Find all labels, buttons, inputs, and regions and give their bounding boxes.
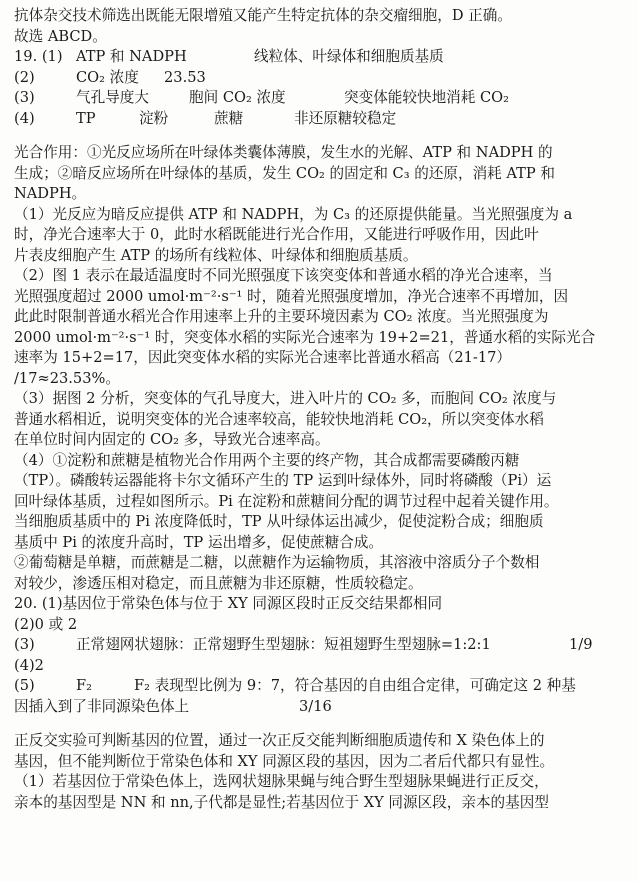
text-line: 基质中 Pi 的浓度升高时，TP 运出增多，促使蔗糖合成。: [14, 533, 384, 551]
text-line: /17≈23.53%。: [14, 369, 120, 387]
text-line: 生成；②暗反应场所在叶绿体的基质，发生 CO₂ 的固定和 C₃ 的还原，消耗 ATP 和: [14, 164, 555, 182]
answer-row: [14, 676, 623, 697]
text-line: 普通水稻相近，说明突变体的光合速率较高，能较快地消耗 CO₂，所以突变体水稻: [14, 410, 544, 428]
answer-cell: CO₂ 浓度: [76, 68, 139, 86]
answer-row: [14, 109, 623, 130]
answer-cell: 线粒体、叶绿体和细胞质基质: [254, 48, 444, 65]
text-line: 回叶绿体基质，过程如图所示。Pi 在淀粉和蔗糖间分配的调节过程中起着关键作用。: [14, 492, 559, 510]
text-line: 此此时限制普通水稻光合作用速率上升的主要环境因素为 CO₂ 浓度。当光照强度为: [14, 308, 549, 325]
answer-cell: 19. (1): [14, 48, 63, 65]
text-line: 光照强度超过 2000 umol·m⁻²·s⁻¹ 时，随着光照强度增加，净光合速率不再增加，因: [14, 287, 569, 305]
answer-cell: (3): [14, 636, 35, 653]
answer-row: [14, 88, 623, 109]
answer-cell: 气孔导度大: [76, 89, 149, 106]
answer-row: [14, 47, 623, 68]
answer-cell: 23.53: [164, 68, 206, 86]
text-line: （4）①淀粉和蔗糖是植物光合作用两个主要的终产物，其合成都需要磷酸丙糖: [14, 451, 520, 469]
answer-cell: 3/16: [299, 697, 332, 715]
text-line: 20. (1)基因位于常染色体与位于 XY 同源区段时正反交结果都相同: [14, 595, 443, 612]
text-line: 对较少，渗透压相对稳定，而且蔗糖为非还原糖，性质较稳定。: [14, 574, 423, 592]
paragraph-spacer: [14, 717, 623, 731]
answer-cell: 非还原糖较稳定: [294, 109, 397, 127]
text-line: （1）若基因位于常染色体上，选网状翅脉果蝇与纯合野生型翅脉果蝇进行正反交，: [14, 773, 549, 790]
answer-cell: ATP 和 NADPH: [76, 48, 187, 65]
answer-cell: 1/9: [569, 636, 593, 653]
text-line: 在单位时间内固定的 CO₂ 多，导致光合速率高。: [14, 431, 330, 448]
answer-cell: (4): [14, 109, 35, 127]
text-line: 当细胞质基质中的 Pi 浓度降低时，TP 从叶绿体运出减少，促使淀粉合成；细胞质: [14, 513, 544, 530]
text-line: 故选 ABCD。: [14, 27, 107, 45]
text-line: 抗体杂交技术筛选出既能无限增殖又能产生特定抗体的杂交瘤细胞，D 正确。: [14, 7, 512, 24]
text-line: （TP）。磷酸转运器能将卡尔文循环产生的 TP 运到叶绿体外，同时将磷酸（Pi）运: [14, 472, 552, 489]
answer-cell: 因插入到了非同源染色体上: [14, 697, 190, 715]
text-line: (4)2: [14, 656, 44, 674]
answer-cell: 淀粉: [139, 109, 169, 127]
text-line: 正反交实验可判断基因的位置，通过一次正反交能判断细胞质遗传和 X 染色体上的: [14, 732, 545, 749]
answer-cell: (5): [14, 677, 35, 694]
text-line: 2000 umol·m⁻²·s⁻¹ 时，突变体水稻的实际光合速率为 19+2=21，普通水稻的实际光合: [14, 328, 596, 346]
text-line: 光合作用：①光反应场所在叶绿体类囊体薄膜，发生水的光解、ATP 和 NADPH 的: [14, 144, 553, 161]
answer-cell: 正常翅网状翅脉：正常翅野生型翅脉：短祖翅野生型翅脉=1:2:1: [76, 636, 491, 653]
answer-cell: F₂ 表现型比例为 9：7，符合基因的自由组合定律，可确定这 2 种基: [134, 677, 576, 694]
answer-cell: 突变体能较快地消耗 CO₂: [344, 89, 509, 106]
answer-cell: (2): [14, 68, 35, 86]
text-line: 片表皮细胞产生 ATP 的场所有线粒体、叶绿体和细胞质基质。: [14, 246, 418, 264]
answer-cell: 胞间 CO₂ 浓度: [189, 89, 286, 106]
text-line: 亲本的基因型是 NN 和 nn,子代都是显性;若基因位于 XY 同源区段，亲本的基因型: [14, 793, 549, 811]
answer-cell: TP: [76, 109, 96, 127]
answer-row: [14, 635, 623, 656]
text-line: （1）光反应为暗反应提供 ATP 和 NADPH，为 C₃ 的还原提供能量。当光照强度为 a: [14, 205, 573, 223]
text-line: ②葡萄糖是单糖，而蔗糖是二糖，以蔗糖作为运输物质，其溶液中溶质分子个数相: [14, 554, 540, 571]
text-line: 基因，但不能判断位于常染色体和 XY 同源区段的基因，因为二者后代都只有显性。: [14, 752, 555, 770]
text-line: （2）图 1 表示在最适温度时不同光照强度下该突变体和普通水稻的净光合速率，当: [14, 267, 553, 284]
text-line: 速率为 15+2=17，因此突变体水稻的实际光合速率比普通水稻高（21-17）: [14, 349, 512, 366]
text-line: （3）据图 2 分析，突变体的气孔导度大，进入叶片的 CO₂ 多，而胞间 CO₂ 浓度与: [14, 390, 557, 407]
text-line: 时，净光合速率大于 0，此时水稻既能进行光合作用，又能进行呼吸作用，因此叶: [14, 226, 539, 243]
answer-cell: 蔗糖: [214, 109, 244, 127]
answer-row: [14, 697, 623, 718]
answer-cell: (3): [14, 89, 35, 106]
text-line: NADPH。: [14, 185, 87, 202]
paragraph-spacer: [14, 129, 623, 143]
answer-cell: F₂: [76, 677, 92, 694]
answer-row: [14, 68, 623, 89]
text-line: (2)0 或 2: [14, 615, 78, 633]
document-body: [14, 6, 623, 813]
